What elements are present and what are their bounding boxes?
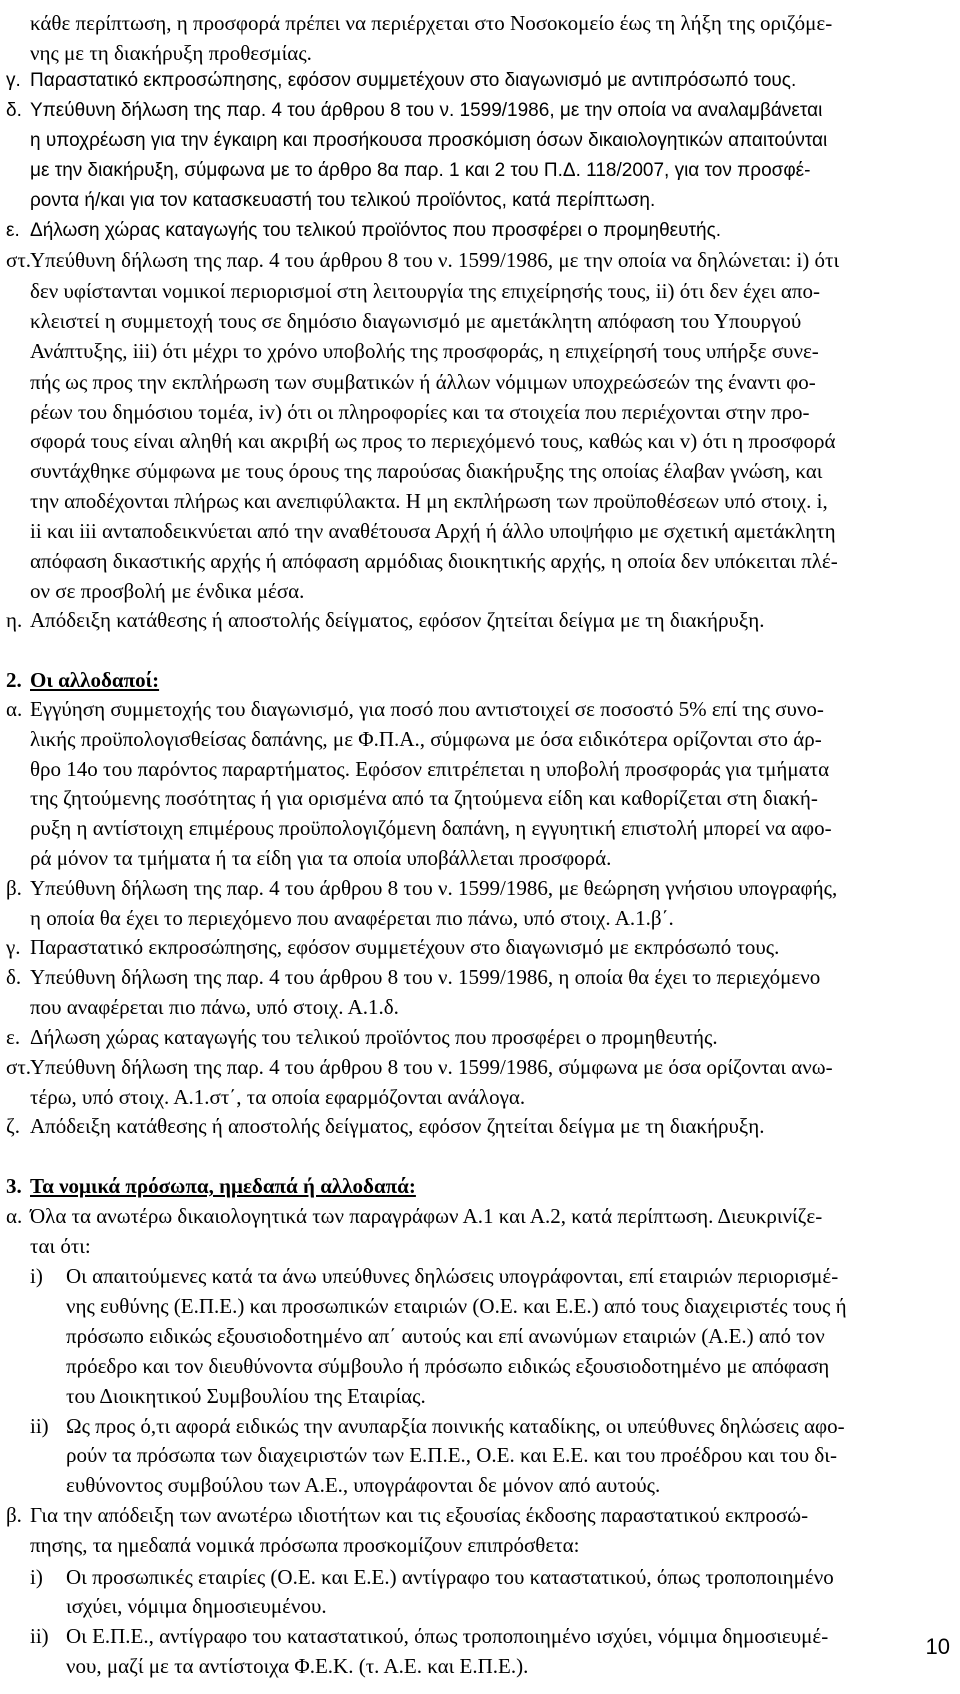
item-label: δ.: [6, 965, 22, 989]
paragraph-text: απόφαση δικαστικής αρχής ή απόφαση αρμόδιας διοικητικής αρχής, η οποία δεν υπόκειται πλέ-: [30, 549, 838, 573]
paragraph-text: νης ευθύνης (Ε.Π.Ε.) και προσωπικών εταιριών (Ο.Ε. και Ε.Ε.) από τους διαχειριστές τους ή: [66, 1294, 847, 1318]
paragraph-text: ευθύνοντος συμβούλου των Α.Ε., υπογράφονται δε μόνον από αυτούς.: [66, 1473, 661, 1497]
paragraph-text: Οι προσωπικές εταιρίες (Ο.Ε. και Ε.Ε.) αντίγραφο του καταστατικού, όπως τροποποιημένο: [66, 1565, 834, 1589]
paragraph-text: Δήλωση χώρας καταγωγής του τελικού προϊόντος που προσφέρει ο προμηθευτής.: [30, 220, 722, 241]
paragraph-text: πησης, τα ημεδαπά νομικά πρόσωπα προσκομίζουν επιπρόσθετα:: [30, 1533, 580, 1557]
paragraph-text: Υπεύθυνη δήλωση της παρ. 4 του άρθρου 8 του ν. 1599/1986, σύμφωνα με όσα ορίζονται ανω-: [30, 1055, 833, 1079]
item-label: ε.: [6, 1025, 21, 1049]
paragraph-text: συντάχθηκε σύμφωνα με τους όρους της παρούσας διακήρυξης της οποίας έλαβαν γνώση, και: [30, 459, 823, 483]
paragraph-text: της ζητούμενης ποσότητας ή για ορισμένα από τα ζητούμενα είδη και καθορίζεται στη διακή-: [30, 786, 818, 810]
item-label: ii): [30, 1414, 49, 1438]
section-heading: Οι αλλοδαποί:: [30, 668, 160, 692]
paragraph-text: δεν υφίστανται νομικοί περιορισμοί στη λειτουργία της επιχείρησής τους, ii) ότι δεν έχει απο-: [30, 279, 820, 303]
paragraph-text: Για την απόδειξη των ανωτέρω ιδιοτήτων και τις εξουσίας έκδοσης παραστατικού εκπροσώ-: [30, 1503, 809, 1527]
paragraph-text: με την διακήρυξη, σύμφωνα με το άρθρο 8α παρ. 1 και 2 του Π.Δ. 118/2007, για τον προσφέ-: [30, 160, 811, 181]
paragraph-text: η υποχρέωση για την έγκαιρη και προσήκουσα προσκόμιση όσων δικαιολογητικών απαιτούνται: [30, 130, 828, 151]
item-label: i): [30, 1565, 43, 1589]
paragraph-text: Υπεύθυνη δήλωση της παρ. 4 του άρθρου 8 του ν. 1599/1986, με θεώρηση γνήσιου υπογραφής,: [30, 876, 838, 900]
paragraph-text: πής ως προς την εκπλήρωση των συμβατικών ή άλλων νόμιμων υποχρεώσεών της έναντι φο-: [30, 370, 816, 394]
item-label: ii): [30, 1624, 49, 1648]
paragraph-text: Υπεύθυνη δήλωση της παρ. 4 του άρθρου 8 του ν. 1599/1986, με την οποία να δηλώνεται: i) ότι: [30, 248, 840, 272]
paragraph-text: κάθε περίπτωση, η προσφορά πρέπει να περιέρχεται στο Νοσοκομείο έως τη λήξη της οριζόμε-: [30, 11, 833, 35]
paragraph-text: Οι απαιτούμενες κατά τα άνω υπεύθυνες δηλώσεις υπογράφονται, επί εταιριών περιορισμέ-: [66, 1264, 839, 1288]
item-label: β.: [6, 876, 22, 900]
paragraph-text: ρυξη η αντίστοιχη επιμέρους προϋπολογιζόμενη δαπάνη, η εγγυητική επιστολή μπορεί να αφο-: [30, 816, 832, 840]
paragraph-text: Παραστατικό εκπροσώπησης, εφόσον συμμετέχουν στο διαγωνισμό με εκπρόσωπό τους.: [30, 935, 780, 959]
paragraph-text: Οι Ε.Π.Ε., αντίγραφο του καταστατικού, όπως τροποποιημένο ισχύει, νόμιμα δημοσιευμέ-: [66, 1624, 829, 1648]
paragraph-text: πρόεδρο και τον διευθύνοντα σύμβουλο ή πρόσωπο ειδικώς εξουσιοδοτημένο με απόφαση: [66, 1354, 830, 1378]
paragraph-text: ρά μόνον τα τμήματα ή τα είδη για τα οποία υποβάλλεται προσφορά.: [30, 846, 612, 870]
paragraph-text: ρέων του δημόσιου τομέα, iv) ότι οι πληροφορίες και τα στοιχεία που περιέχονται στην προ-: [30, 400, 810, 424]
item-label: 2.: [6, 668, 22, 692]
paragraph-text: λικής προϋπολογισθείσας δαπάνης, με Φ.Π.Α., σύμφωνα με όσα ειδικότερα ορίζονται στο άρ-: [30, 727, 822, 751]
paragraph-text: ροντα ή/και για τον κατασκευαστή του τελικού προϊόντος, κατά περίπτωση.: [30, 190, 656, 211]
item-label: η.: [6, 608, 23, 632]
item-label: ζ.: [6, 1114, 20, 1138]
item-label: α.: [6, 697, 23, 721]
item-label: α.: [6, 1204, 23, 1228]
item-label: 3.: [6, 1174, 22, 1198]
item-label: β.: [6, 1503, 22, 1527]
paragraph-text: η οποία θα έχει το περιεχόμενο που αναφέρεται πιο πάνω, υπό στοιχ. Α.1.β΄.: [30, 906, 674, 930]
paragraph-text: Εγγύηση συμμετοχής του διαγωνισμό, για ποσό που αντιστοιχεί σε ποσοστό 5% επί της συνο-: [30, 697, 824, 721]
paragraph-text: Ανάπτυξης, iii) ότι μέχρι το χρόνο υποβολής της προσφοράς, η επιχείρησή τους υπήρξε συνε-: [30, 339, 819, 363]
paragraph-text: νου, μαζί με τα αντίστοιχα Φ.Ε.Κ. (τ. Α.Ε. και Ε.Π.Ε.).: [66, 1654, 529, 1678]
paragraph-text: Ως προς ό,τι αφορά ειδικώς την ανυπαρξία ποινικής καταδίκης, οι υπεύθυνες δηλώσεις αφο-: [66, 1414, 845, 1438]
paragraph-text: Υπεύθυνη δήλωση της παρ. 4 του άρθρου 8 του ν. 1599/1986, με την οποία να αναλαμβάνεται: [30, 100, 823, 121]
item-label: ε.: [6, 220, 20, 241]
item-label: γ.: [6, 935, 21, 959]
item-label: γ.: [6, 70, 21, 91]
paragraph-text: τέρω, υπό στοιχ. Α.1.στ΄, τα οποία εφαρμόζονται ανάλογα.: [30, 1085, 526, 1109]
item-label: i): [30, 1264, 43, 1288]
page-number: 10: [925, 1634, 950, 1659]
paragraph-text: θρο 14ο του παρόντος παραρτήματος. Εφόσον επιτρέπεται η υποβολή προσφοράς για τμήματα: [30, 757, 830, 781]
paragraph-text: ii και iii ανταποδεικνύεται από την αναθέτουσα Αρχή ή άλλο υποψήφιο με σχετική αμετάκλητη: [30, 519, 836, 543]
item-label: δ.: [6, 100, 22, 121]
paragraph-text: ται ότι:: [30, 1234, 91, 1258]
paragraph-text: Απόδειξη κατάθεσης ή αποστολής δείγματος, εφόσον ζητείται δείγμα με τη διακήρυξη.: [30, 608, 765, 632]
paragraph-text: του Διοικητικού Συμβουλίου της Εταιρίας.: [66, 1384, 426, 1408]
paragraph-text: κλειστεί η συμμετοχή τους σε δημόσιο διαγωνισμό με αμετάκλητη απόφαση του Υπουργού: [30, 309, 802, 333]
paragraph-text: ον σε προσβολή με ένδικα μέσα.: [30, 579, 305, 603]
item-label: στ.: [6, 248, 32, 272]
section-heading: Τα νομικά πρόσωπα, ημεδαπά ή αλλοδαπά:: [30, 1174, 416, 1198]
paragraph-text: Δήλωση χώρας καταγωγής του τελικού προϊόντος που προσφέρει ο προμηθευτής.: [30, 1025, 718, 1049]
paragraph-text: Υπεύθυνη δήλωση της παρ. 4 του άρθρου 8 του ν. 1599/1986, η οποία θα έχει το περιεχόμενο: [30, 965, 821, 989]
item-label: στ.: [6, 1055, 32, 1079]
paragraph-text: πρόσωπο ειδικώς εξουσιοδοτημένο απ΄ αυτούς και επί ανωνύμων εταιριών (Α.Ε.) από τον: [66, 1324, 825, 1348]
paragraph-text: νης με τη διακήρυξη προθεσμίας.: [30, 41, 312, 65]
paragraph-text: ισχύει, νόμιμα δημοσιευμένου.: [66, 1594, 327, 1618]
paragraph-text: την αποδέχονται πλήρως και ανεπιφύλακτα. Η μη εκπλήρωση των προϋποθέσεων υπό στοιχ. i,: [30, 489, 828, 513]
paragraph-text: Όλα τα ανωτέρω δικαιολογητικά των παραγράφων Α.1 και Α.2, κατά περίπτωση. Διευκρινίζε-: [30, 1204, 823, 1228]
paragraph-text: Παραστατικό εκπροσώπησης, εφόσον συμμετέχουν στο διαγωνισμό με αντιπρόσωπό τους.: [30, 70, 797, 91]
paragraph-text: ρούν τα πρόσωπα των διαχειριστών των Ε.Π.Ε., Ο.Ε. και Ε.Ε. και του προέδρου και του δι-: [66, 1443, 837, 1467]
paragraph-text: που αναφέρεται πιο πάνω, υπό στοιχ. Α.1.δ.: [30, 995, 399, 1019]
paragraph-text: σφορά τους είναι αληθή και ακριβή ως προς το περιεχόμενό τους, καθώς και v) ότι η προσφορά: [30, 429, 836, 453]
paragraph-text: Απόδειξη κατάθεσης ή αποστολής δείγματος, εφόσον ζητείται δείγμα με τη διακήρυξη.: [30, 1114, 765, 1138]
